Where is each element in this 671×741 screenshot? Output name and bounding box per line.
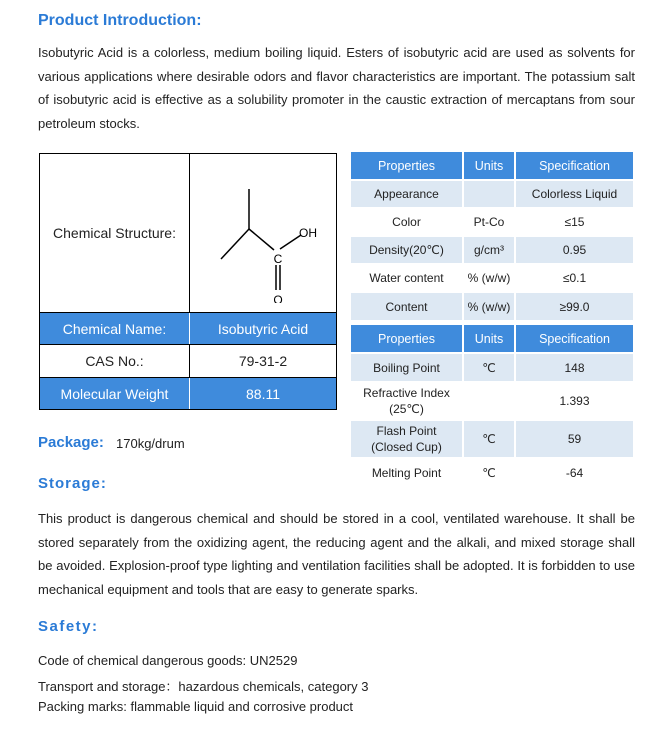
table-row bbox=[351, 382, 633, 420]
table-cell: % (w/w) bbox=[463, 292, 515, 320]
table-cell: 59 bbox=[515, 420, 633, 458]
table-cell: 1.393 bbox=[515, 382, 633, 420]
safety-line-2: Transport and storage：hazardous chemicals, category 3 bbox=[38, 679, 369, 694]
table-cell: g/cm³ bbox=[463, 236, 515, 264]
spec-table-1-header bbox=[351, 152, 633, 180]
header-specification: Specification bbox=[515, 152, 633, 180]
spec-table-1 bbox=[351, 152, 633, 320]
header-properties: Properties bbox=[351, 325, 463, 353]
structure-cell bbox=[190, 154, 336, 312]
safety-heading: Safety: bbox=[38, 618, 99, 635]
table-cell: Refractive Index (25℃) bbox=[351, 382, 463, 420]
package-value: 170kg/drum bbox=[116, 436, 185, 451]
chemical-structure-diagram bbox=[203, 163, 323, 303]
table-cell: 0.95 bbox=[515, 236, 633, 264]
chemical-name-label: Chemical Name: bbox=[40, 313, 190, 344]
storage-heading: Storage: bbox=[38, 475, 107, 492]
table-row bbox=[351, 180, 633, 208]
molecular-weight-value: 88.11 bbox=[246, 385, 280, 402]
carbon-label: C bbox=[273, 252, 283, 266]
table-cell: Color bbox=[351, 208, 463, 236]
table-row bbox=[351, 264, 633, 292]
table-cell: ≤15 bbox=[515, 208, 633, 236]
spec-table-2-header bbox=[351, 325, 633, 353]
table-cell: ℃ bbox=[463, 458, 515, 486]
oxygen-label: O bbox=[273, 293, 283, 303]
cas-value: 79-31-2 bbox=[238, 353, 288, 369]
table-cell: Water content bbox=[351, 264, 463, 292]
cas-label: CAS No.: bbox=[40, 345, 190, 377]
table-row bbox=[351, 208, 633, 236]
table-row bbox=[351, 353, 633, 382]
table-cell: Melting Point bbox=[351, 458, 463, 486]
chemical-name-value: Isobutyric Acid bbox=[217, 320, 309, 337]
table-cell: Pt-Co bbox=[463, 208, 515, 236]
table-cell: % (w/w) bbox=[463, 264, 515, 292]
table-cell bbox=[463, 382, 515, 420]
table-cell: ℃ bbox=[463, 420, 515, 458]
chemical-name-row bbox=[40, 312, 336, 344]
molecular-weight-label: Molecular Weight bbox=[40, 378, 190, 409]
structure-row bbox=[40, 154, 336, 312]
safety-line-3: Packing marks: flammable liquid and corrosive product bbox=[38, 699, 354, 714]
table-cell bbox=[463, 180, 515, 208]
table-cell: Content bbox=[351, 292, 463, 320]
package-label: Package: bbox=[38, 434, 104, 451]
table-row bbox=[351, 292, 633, 320]
table-cell: ≤0.1 bbox=[515, 264, 633, 292]
table-cell: 148 bbox=[515, 353, 633, 382]
header-specification: Specification bbox=[515, 325, 633, 353]
table-cell: Colorless Liquid bbox=[515, 180, 633, 208]
safety-line-1: Code of chemical dangerous goods: UN2529 bbox=[38, 653, 298, 668]
table-cell: Boiling Point bbox=[351, 353, 463, 382]
header-units: Units bbox=[463, 325, 515, 353]
molecular-weight-row bbox=[40, 377, 336, 409]
hydroxyl-label: OH bbox=[299, 226, 317, 240]
intro-paragraph: Isobutyric Acid is a colorless, medium boiling liquid. Esters of isobutyric acid are used as solvents for various applications where desirable odors and flavor characteristics are important. The potassium salt of isobutyric acid is effective as a solubility promoter in the caustic extraction of mercaptans from sour petroleum stocks. bbox=[38, 45, 635, 131]
table-row bbox=[351, 458, 633, 486]
table-row bbox=[351, 236, 633, 264]
table-cell: ≥99.0 bbox=[515, 292, 633, 320]
table-cell: Density(20℃) bbox=[351, 236, 463, 264]
header-units: Units bbox=[463, 152, 515, 180]
table-cell: Appearance bbox=[351, 180, 463, 208]
identity-table bbox=[39, 153, 337, 410]
table-cell: Flash Point (Closed Cup) bbox=[351, 420, 463, 458]
table-cell: ℃ bbox=[463, 353, 515, 382]
spec-table-2 bbox=[351, 325, 633, 486]
structure-label: Chemical Structure: bbox=[40, 154, 190, 312]
intro-heading: Product Introduction: bbox=[38, 12, 202, 29]
cas-row bbox=[40, 344, 336, 377]
table-cell: -64 bbox=[515, 458, 633, 486]
storage-paragraph: This product is dangerous chemical and should be stored in a cool, ventilated warehouse. It shall be stored separately from the oxidizing agent, the reducing agent and the alkali, and mixed storage shall be avoided. Explosion-proof type lighting and ventilation facilities shall be adopted. It is forbidden to use mechanical equipment and tools that are easy to generate sparks. bbox=[38, 511, 635, 597]
table-row bbox=[351, 420, 633, 458]
header-properties: Properties bbox=[351, 152, 463, 180]
